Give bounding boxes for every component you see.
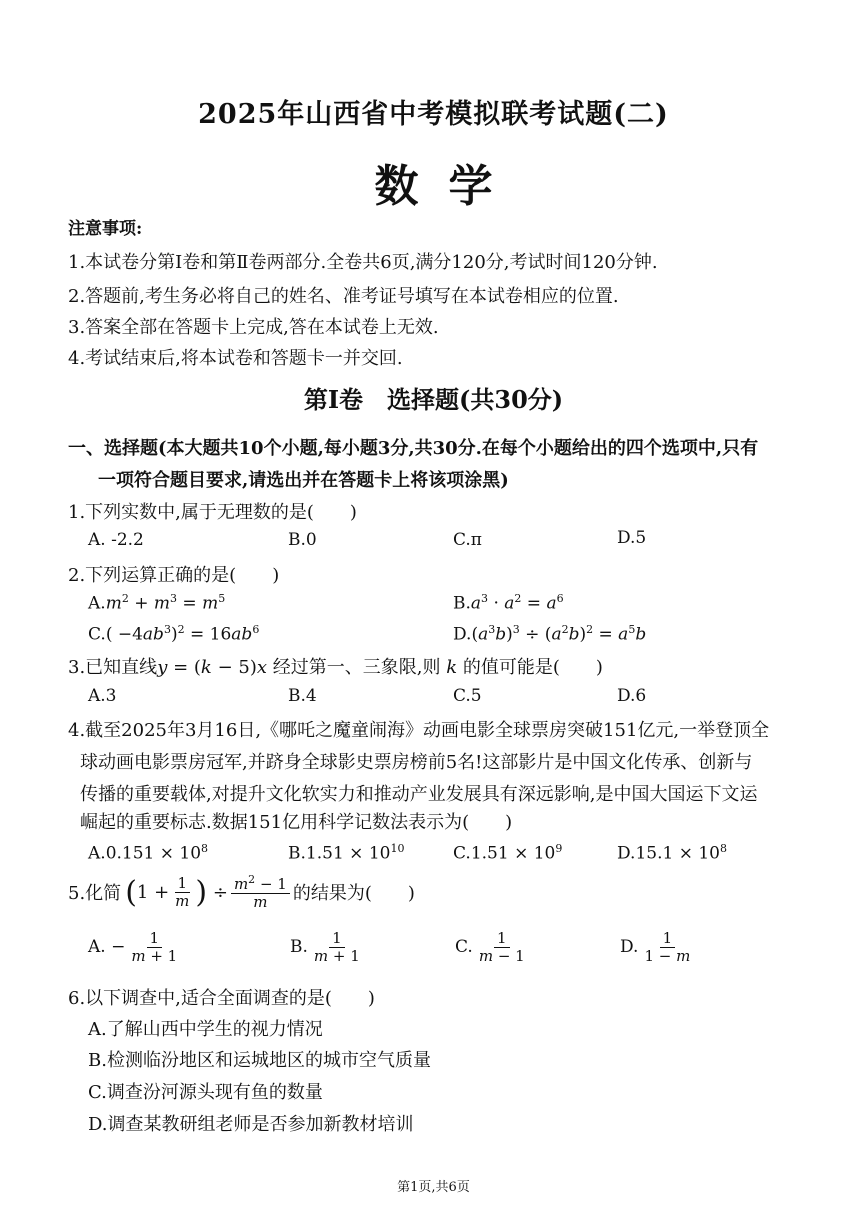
option-label: A. <box>88 843 106 864</box>
fraction: $\frac{1}{m}$ <box>175 874 190 910</box>
option-mantissa: 15.1 <box>635 843 674 864</box>
q3-option-b: B.4 <box>288 686 317 706</box>
option-label: A. <box>88 593 106 614</box>
q2-option-b: $B.a^3 \cdot a^2 = a^6$ <box>453 592 564 614</box>
notice-item: 4.考试结束后,将本试卷和答题卡一并交回. <box>68 348 403 369</box>
q4-line: 4.截至2025年3月16日,《哪吒之魔童闹海》动画电影全球票房突破151亿元,一举登顶全 <box>68 720 770 741</box>
q3-option-d: D.6 <box>617 686 647 706</box>
q5-option-b <box>290 930 366 964</box>
notice-item: 2.答题前,考生务必将自己的姓名、准考证号填写在本试卷相应的位置. <box>68 286 619 307</box>
q3-stem-pre: 3.已知直线 <box>68 657 158 678</box>
q3-stem: 3.已知直线y = (k − 5)x 经过第一、三象限,则 k 的值可能是( ) <box>68 657 603 678</box>
fraction: $\frac{1}{m + 1}$ <box>131 929 178 965</box>
q1-stem: 1.下列实数中,属于无理数的是( ) <box>68 502 357 523</box>
q2-option-a: $A.m^2 + m^3 = m^5$ <box>88 592 226 614</box>
q3-option-a: A.3 <box>88 686 117 706</box>
part-instruction: 一、选择题(本大题共10个小题,每小题3分,共30分.在每个小题给出的四个选项中,只有 <box>68 438 759 459</box>
q4-line: 崛起的重要标志.数据151亿用科学记数法表示为( ) <box>80 812 513 833</box>
q6-option-c: C.调查汾河源头现有鱼的数量 <box>88 1082 323 1103</box>
option-mantissa: 1.51 <box>470 843 509 864</box>
q4-option-a: $A.0.151 \times 10^8$ <box>88 842 209 864</box>
q4-option-b: $B.1.51 \times 10^{10}$ <box>288 842 405 864</box>
q6-stem: 6.以下调查中,适合全面调查的是( ) <box>68 988 375 1009</box>
subject-title: 数学 <box>374 161 523 212</box>
option-label: D. <box>620 937 639 957</box>
option-label: B. <box>288 843 306 864</box>
option-label: C. <box>453 843 471 864</box>
q1-option-d: D.5 <box>617 528 647 548</box>
q5-stem: 5.化简 ( 1 + $\frac{1}{m}$ ) ÷ $\frac{m^2 - 1}{m}$ 的结果为( ) <box>68 873 415 911</box>
option-mantissa: 0.151 <box>105 843 155 864</box>
option-label: D. <box>617 843 636 864</box>
option-exponent: 8 <box>719 842 727 855</box>
exam-title: 2025年山西省中考模拟联考试题(二) <box>198 99 669 130</box>
fraction: $\frac{1}{m + 1}$ <box>313 929 360 965</box>
option-exponent: 9 <box>555 842 563 855</box>
option-exponent: 8 <box>201 842 209 855</box>
option-exponent: 10 <box>390 842 405 855</box>
q4-option-d: $D.15.1 \times 10^8$ <box>617 842 727 864</box>
q2-option-d: $D.(a^3b)^3 \div (a^2b)^2 = a^5b$ <box>453 623 647 645</box>
option-label: C. <box>88 624 106 645</box>
section-title: 第Ⅰ卷 选择题(共30分) <box>303 385 564 414</box>
option-label: D. <box>453 624 472 645</box>
q3-stem-end: 的值可能是( ) <box>462 657 603 678</box>
q6-option-a: A.了解山西中学生的视力情况 <box>88 1019 323 1040</box>
option-label: C. <box>455 937 473 957</box>
option-label: B. <box>453 593 471 614</box>
notice-heading: 注意事项: <box>68 219 143 239</box>
q4-line: 传播的重要载体,对提升文化软实力和推动产业发展具有深远影响,是中国大国运下文运 <box>80 784 758 805</box>
q5-option-a: A. − $\frac{1}{m + 1}$ <box>88 930 183 964</box>
q1-option-b: B.0 <box>288 530 317 550</box>
option-mantissa: 1.51 <box>305 843 344 864</box>
q1-option-c: C.π <box>453 530 482 550</box>
page-number: 第1页,共6页 <box>397 1180 470 1195</box>
part-instruction-cont: 一项符合题目要求,请选出并在答题卡上将该项涂黑) <box>98 470 509 491</box>
q5-option-d <box>620 930 696 964</box>
q5-stem-pre: 5.化简 <box>68 883 122 904</box>
option-label: A. <box>88 937 106 957</box>
q1-option-a: A. -2.2 <box>88 530 144 550</box>
notice-item: 1.本试卷分第Ⅰ卷和第Ⅱ卷两部分.全卷共6页,满分120分,考试时间120分钟. <box>68 252 658 273</box>
q4-line: 球动画电影票房冠军,并跻身全球影史票房榜前5名!这部影片是中国文化传承、创新与 <box>80 752 753 773</box>
notice-item: 3.答案全部在答题卡上完成,答在本试卷上无效. <box>68 317 439 338</box>
q5-option-c <box>455 930 531 964</box>
q5-stem-post: 的结果为( ) <box>292 883 415 904</box>
q6-option-b: B.检测临汾地区和运城地区的城市空气质量 <box>88 1050 431 1071</box>
q3-option-c: C.5 <box>453 686 482 706</box>
q2-option-c: $C.( -4ab^3)^2 = 16ab^6$ <box>88 623 260 645</box>
q3-stem-post: 经过第一、三象限,则 <box>272 657 441 678</box>
fraction: $\frac{1}{m - 1}$ <box>478 929 525 965</box>
fraction: $\frac{1}{1 - m}$ <box>644 929 691 965</box>
fraction: $\frac{m^2 - 1}{m}$ <box>231 874 290 910</box>
q2-stem: 2.下列运算正确的是( ) <box>68 565 280 586</box>
option-label: B. <box>290 937 308 957</box>
q4-option-c: $C.1.51 \times 10^9$ <box>453 842 563 864</box>
q6-option-d: D.调查某教研组老师是否参加新教材培训 <box>88 1114 414 1135</box>
